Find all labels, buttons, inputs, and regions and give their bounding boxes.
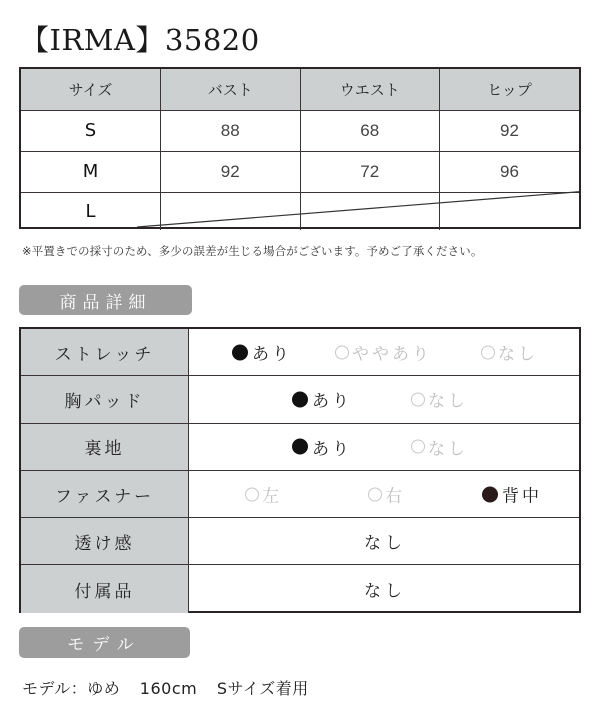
size-label: S xyxy=(21,110,161,151)
filled-circle-icon xyxy=(232,344,248,360)
size-row-s xyxy=(21,110,579,151)
model-info xyxy=(22,676,309,699)
option-unselected xyxy=(368,482,405,507)
option-label: なし xyxy=(428,439,468,460)
option-unselected xyxy=(481,340,538,365)
size-row-m xyxy=(21,151,579,192)
detail-label: 透け感 xyxy=(21,518,189,564)
detail-label: 裏地 xyxy=(21,424,189,470)
empty-circle-icon xyxy=(335,345,349,359)
detail-label: ストレッチ xyxy=(21,329,189,375)
detail-options xyxy=(189,471,579,517)
detail-options xyxy=(189,518,579,564)
size-label: L xyxy=(21,192,161,230)
bust-value xyxy=(161,192,301,230)
empty-circle-icon xyxy=(245,487,259,501)
hip-value xyxy=(440,192,580,230)
detail-value: なし xyxy=(364,533,406,554)
detail-row-stretch xyxy=(21,329,579,376)
model-height: 160cm xyxy=(139,679,198,698)
detail-options xyxy=(189,565,579,612)
detail-row-lining xyxy=(21,424,579,471)
option-selected xyxy=(292,387,352,412)
detail-options xyxy=(189,329,579,375)
detail-row-bust-pad xyxy=(21,376,579,423)
option-unselected xyxy=(335,340,432,365)
header-bust: バスト xyxy=(161,69,301,110)
detail-row-accessories xyxy=(21,565,579,612)
option-selected xyxy=(292,434,352,459)
bust-value: 92 xyxy=(161,151,301,192)
option-unselected xyxy=(411,387,468,412)
option-unselected xyxy=(245,482,282,507)
section-heading-model: モデル xyxy=(19,627,190,658)
hip-value: 96 xyxy=(440,151,580,192)
section-heading-details: 商品詳細 xyxy=(19,285,192,315)
size-row-l xyxy=(21,192,579,230)
bust-value: 88 xyxy=(161,110,301,151)
detail-options xyxy=(189,424,579,470)
waist-value: 72 xyxy=(300,151,440,192)
hip-value: 92 xyxy=(440,110,580,151)
option-label: ややあり xyxy=(352,344,432,365)
empty-circle-icon xyxy=(368,487,382,501)
empty-circle-icon xyxy=(411,440,425,454)
detail-row-zipper xyxy=(21,471,579,518)
filled-circle-icon xyxy=(292,391,308,407)
option-unselected xyxy=(411,434,468,459)
detail-row-sheerness xyxy=(21,518,579,565)
product-title: 【IRMA】35820 xyxy=(20,23,260,57)
detail-value: なし xyxy=(364,581,406,602)
option-label: 左 xyxy=(262,486,282,507)
waist-value xyxy=(300,192,440,230)
size-label: M xyxy=(21,151,161,192)
header-size: サイズ xyxy=(21,69,161,110)
details-table xyxy=(19,327,581,613)
detail-label: ファスナー xyxy=(21,471,189,517)
detail-options xyxy=(189,376,579,422)
option-label: 背中 xyxy=(502,486,542,507)
detail-label: 胸パッド xyxy=(21,376,189,422)
empty-circle-icon xyxy=(481,345,495,359)
option-label: あり xyxy=(252,344,292,365)
measurement-note: ※平置きでの採寸のため、多少の誤差が生じる場合がございます。予めご了承ください。 xyxy=(22,244,483,258)
model-size-worn: Sサイズ着用 xyxy=(216,679,309,698)
option-selected xyxy=(482,482,542,507)
size-table xyxy=(19,67,581,229)
option-label: あり xyxy=(312,391,352,412)
header-waist: ウエスト xyxy=(300,69,440,110)
option-label: 右 xyxy=(385,486,405,507)
option-label: あり xyxy=(312,439,352,460)
model-name: モデル：ゆめ xyxy=(22,679,121,698)
header-hip: ヒップ xyxy=(440,69,580,110)
filled-circle-icon xyxy=(482,486,498,502)
waist-value: 68 xyxy=(300,110,440,151)
filled-circle-icon xyxy=(292,439,308,455)
option-label: なし xyxy=(498,344,538,365)
empty-circle-icon xyxy=(411,392,425,406)
option-label: なし xyxy=(428,391,468,412)
detail-label: 付属品 xyxy=(21,565,189,612)
option-selected xyxy=(232,340,292,365)
size-table-header-row xyxy=(21,69,579,110)
